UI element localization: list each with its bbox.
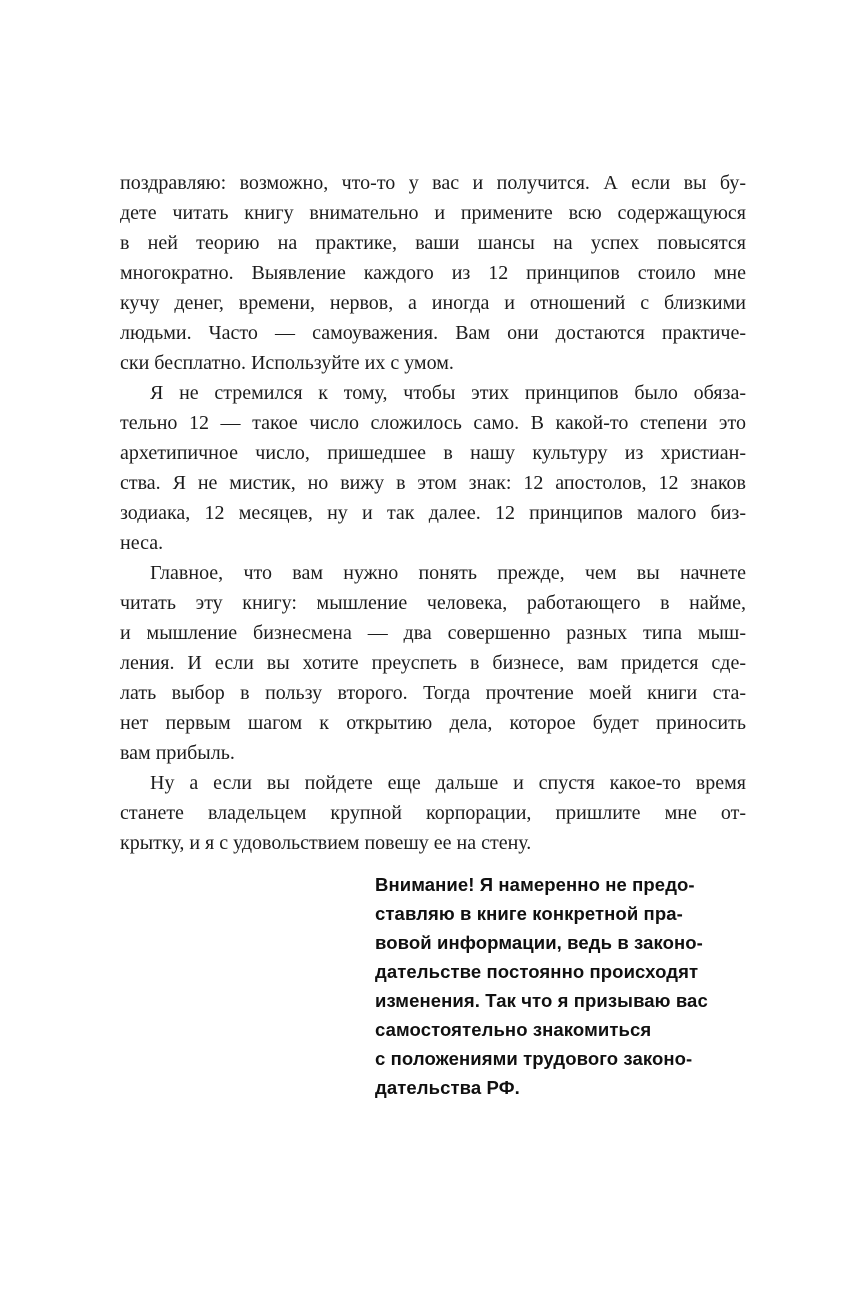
- text-line: в ней теорию на практике, ваши шансы на успех повысятся: [120, 232, 746, 254]
- text-line: ски бесплатно. Используйте их с умом.: [120, 352, 454, 374]
- text-line: лать выбор в пользу второго. Тогда прочтение моей книги ста-: [120, 682, 746, 704]
- text-line: Я не стремился к тому, чтобы этих принципов было обяза-: [150, 382, 746, 404]
- body-text: [120, 168, 746, 858]
- text-line: нет первым шагом к открытию дела, которое будет приносить: [120, 712, 746, 734]
- callout-line: дательства РФ.: [375, 1077, 520, 1098]
- text-line: станете владельцем крупной корпорации, пришлите мне от-: [120, 802, 746, 824]
- paragraph: [120, 168, 746, 378]
- callout-line: ставляю в книге конкретной пра-: [375, 903, 683, 924]
- text-line: дете читать книгу внимательно и примените всю содержащуюся: [120, 202, 746, 224]
- text-line: читать эту книгу: мышление человека, работающего в найме,: [120, 592, 746, 614]
- paragraph: [120, 768, 746, 858]
- text-line: тельно 12 — такое число сложилось само. В какой-то степени это: [120, 412, 746, 434]
- callout-line: с положениями трудового законо-: [375, 1048, 693, 1069]
- text-line: поздравляю: возможно, что-то у вас и получится. А если вы бу-: [120, 172, 746, 194]
- text-line: многократно. Выявление каждого из 12 принципов стоило мне: [120, 262, 746, 284]
- text-line: ства. Я не мистик, но вижу в этом знак: 12 апостолов, 12 знаков: [120, 472, 746, 494]
- text-line: кучу денег, времени, нервов, а иногда и отношений с близкими: [120, 292, 746, 314]
- text-line: неса.: [120, 532, 164, 554]
- callout-note: [375, 870, 755, 1102]
- text-line: вам прибыль.: [120, 742, 235, 764]
- text-line: Ну а если вы пойдете еще дальше и спустя какое-то время: [150, 772, 746, 794]
- callout-line: Внимание! Я намеренно не предо-: [375, 874, 695, 895]
- paragraph: [120, 378, 746, 558]
- text-line: зодиака, 12 месяцев, ну и так далее. 12 принципов малого биз-: [120, 502, 746, 524]
- callout-line: дательстве постоянно происходят: [375, 961, 699, 982]
- callout-line: вовой информации, ведь в законо-: [375, 932, 703, 953]
- text-line: Главное, что вам нужно понять прежде, чем вы начнете: [150, 562, 746, 584]
- text-line: и мышление бизнесмена — два совершенно разных типа мыш-: [120, 622, 746, 644]
- paragraph: [120, 558, 746, 768]
- text-line: людьми. Часто — самоуважения. Вам они достаются практиче-: [120, 322, 746, 344]
- text-line: крытку, и я с удовольствием повешу ее на стену.: [120, 832, 532, 854]
- text-line: ления. И если вы хотите преуспеть в бизнесе, вам придется сде-: [120, 652, 746, 674]
- callout-line: изменения. Так что я призываю вас: [375, 990, 708, 1011]
- callout-line: самостоятельно знакомиться: [375, 1019, 652, 1040]
- text-line: архетипичное число, пришедшее в нашу культуру из христиан-: [120, 442, 746, 464]
